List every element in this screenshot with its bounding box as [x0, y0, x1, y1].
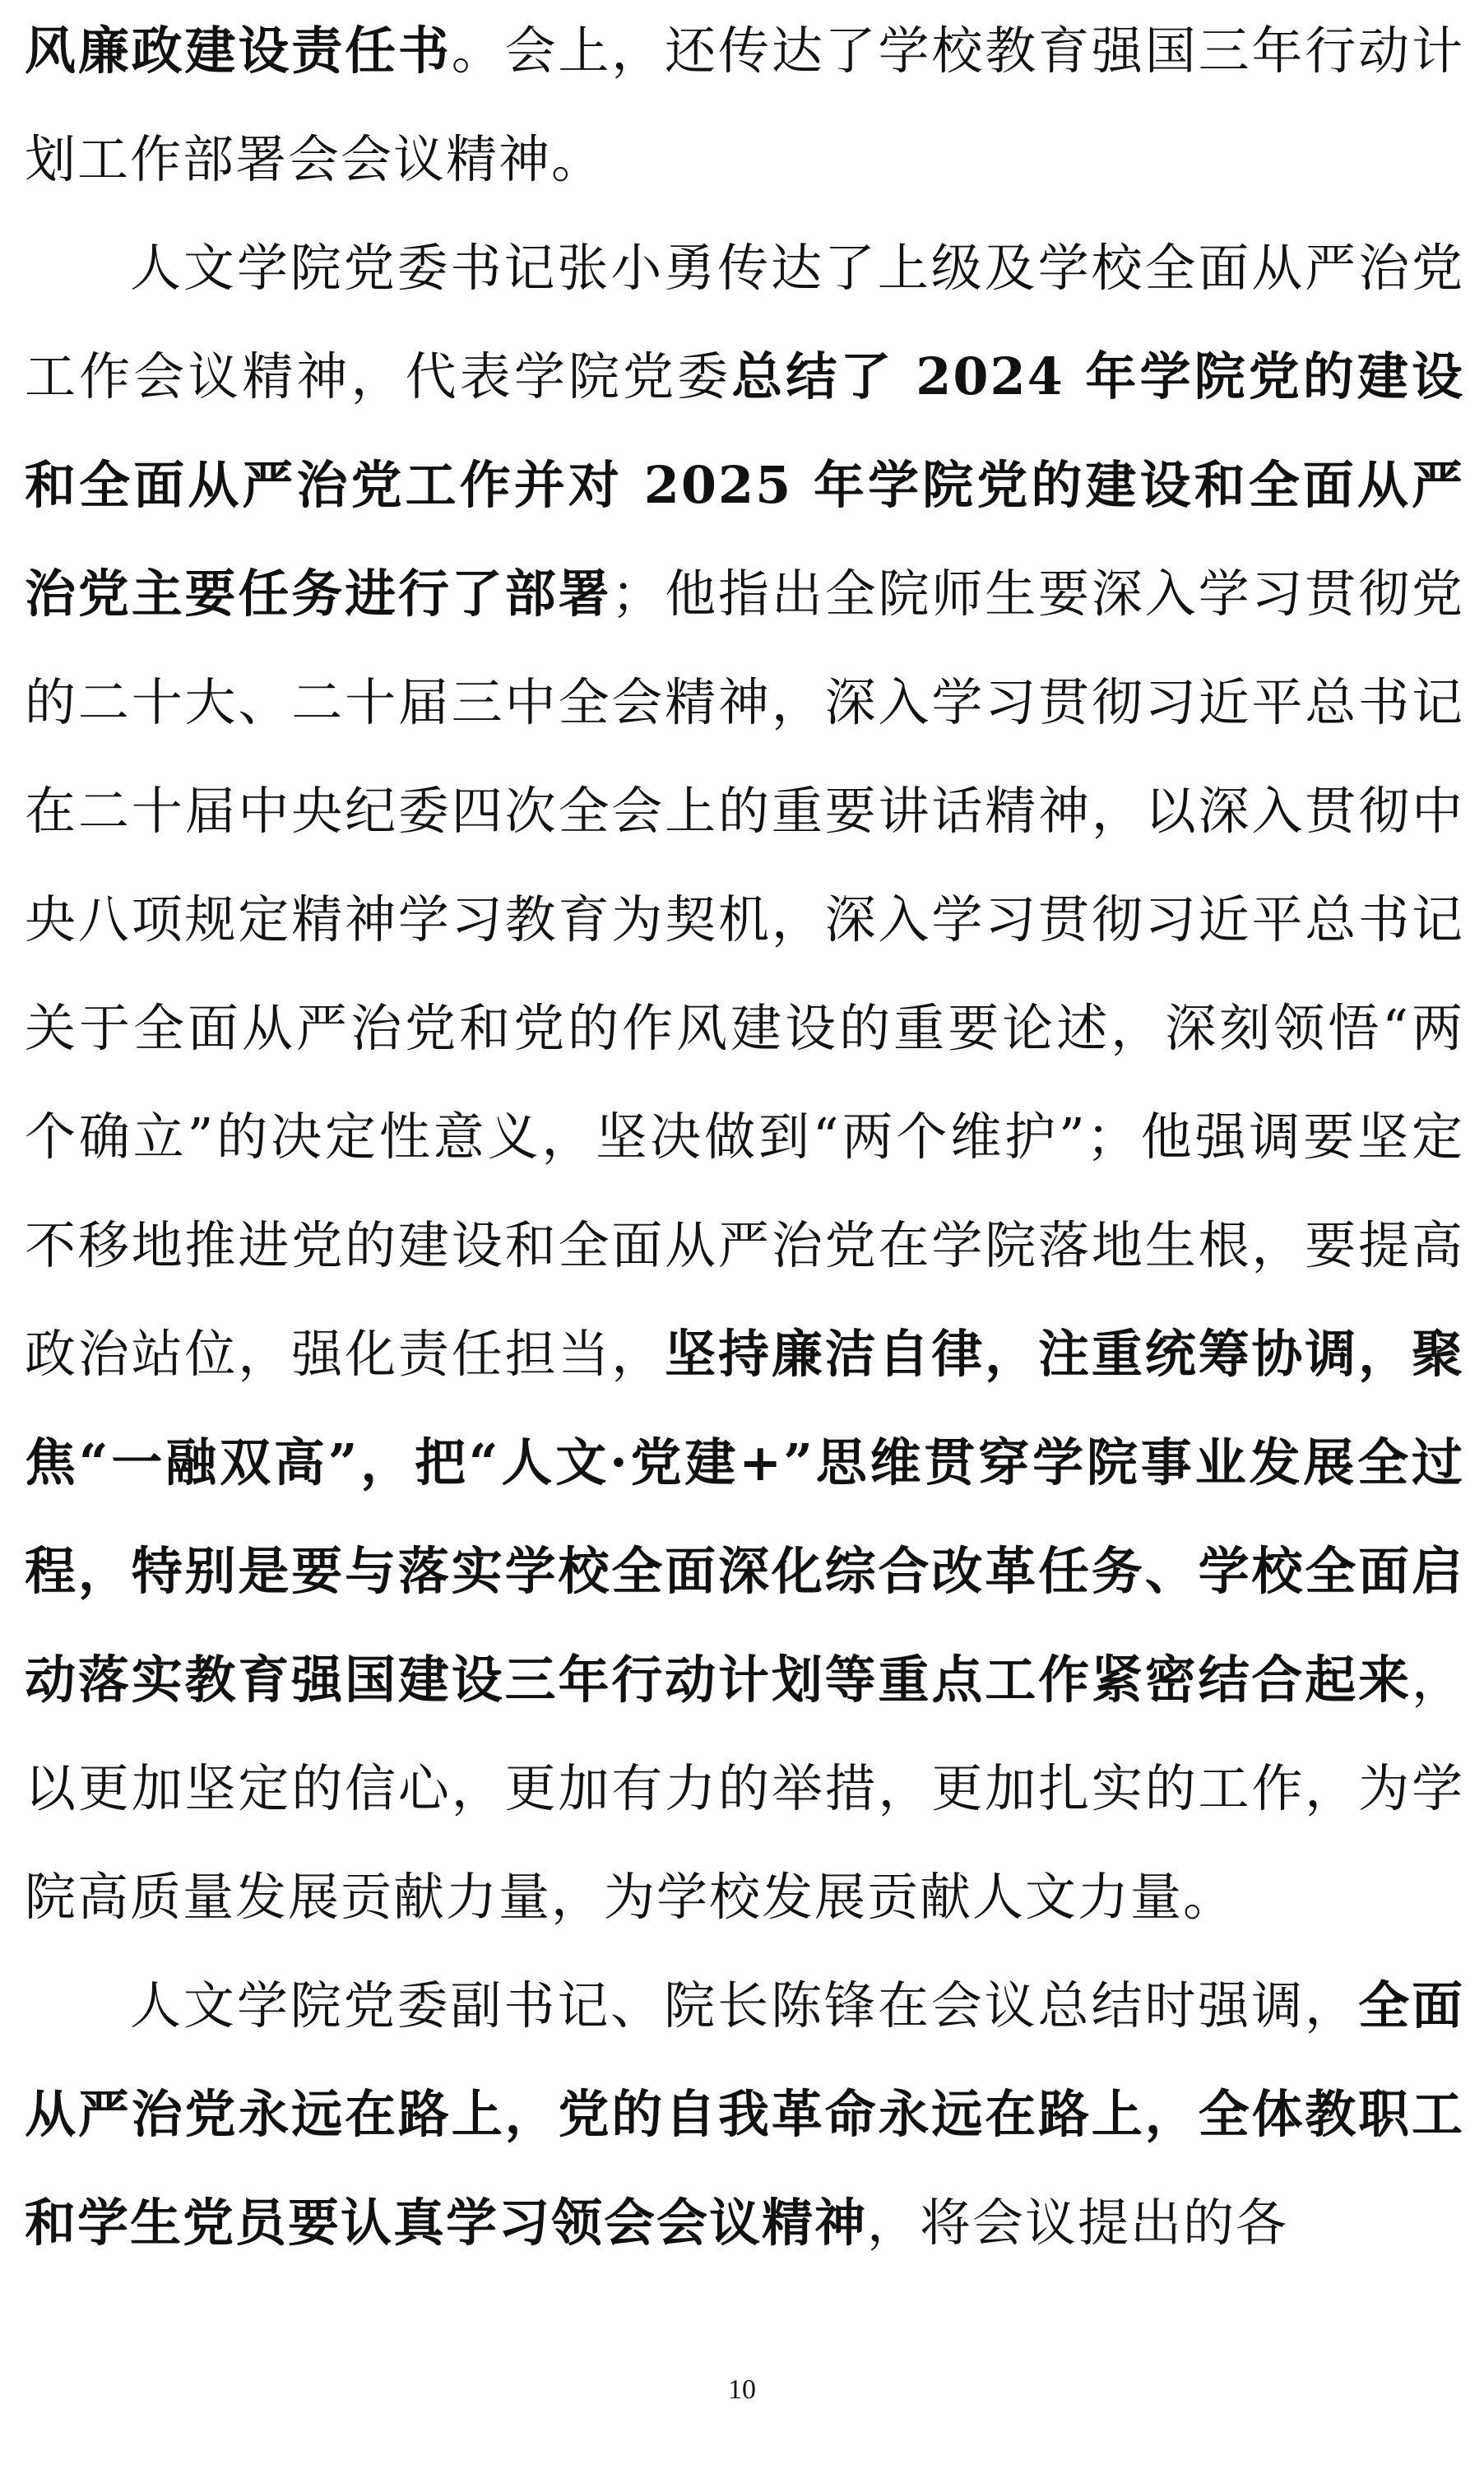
- paragraph-2-text-1: 人文学院党委书记张小勇传达了上级及学校全面从严治党工作会议精神，代表学院党委: [25, 238, 1464, 406]
- paragraph-3-text-2: ，将会议提出的各: [867, 2193, 1289, 2253]
- paragraph-3: [25, 1952, 1464, 2277]
- paragraph-2-bold-1: 总结了 2024 年学院党的建设和全面从严治党工作并对 2025 年学院党的建设和全面从严治党主要任务进行了部署: [25, 346, 1464, 624]
- paragraph-1-text-1: 。会上，还传达了学校教育强国三年行动计划工作部署会会议精神。: [25, 21, 1464, 189]
- paragraph-2-text-2: ；他指出全院师生要深入学习贯彻党的二十大、二十届三中全会精神，深入学习贯彻习近平总书记在二十届中央纪委四次全会上的重要讲话精神，以深入贯彻中央八项规定精神学习教育为契机，深入学习贯彻习近平总书记关于全面从严治党和党的作风建设的重要论述，深刻领悟“两个确立”的决定性意义，坚决做到“两个维护”；他强调要坚定不移地推进党的建设和全面从严治党在学院落地生根，要提高政治站位，强化责任担当，: [25, 564, 1464, 1384]
- page-number: 10: [728, 2374, 756, 2405]
- document-page: [25, 0, 1464, 2277]
- paragraph-2: [25, 214, 1464, 1952]
- paragraph-3-bold-1: 全面从严治党永远在路上，党的自我革命永远在路上，全体教职工和学生党员要认真学习领会会议精神: [25, 1975, 1464, 2253]
- paragraph-2-bold-2: 坚持廉洁自律，注重统筹协调，聚焦“一融双高”，把“人文·党建+”思维贯穿学院事业发展全过程，特别是要与落实学校全面深化综合改革任务、学校全面启动落实教育强国建设三年行动计划等重点工作紧密结合起来: [25, 1324, 1464, 1710]
- paragraph-2-text-3: ，以更加坚定的信心，更加有力的举措，更加扎实的工作，为学院高质量发展贡献力量，为学校发展贡献人文力量。: [25, 1650, 1464, 1927]
- paragraph-1-bold-1: 风廉政建设责任书: [25, 21, 452, 81]
- paragraph-1: [25, 0, 1464, 214]
- paragraph-3-text-1: 人文学院党委副书记、院长陈锋在会议总结时强调，: [130, 1975, 1359, 2035]
